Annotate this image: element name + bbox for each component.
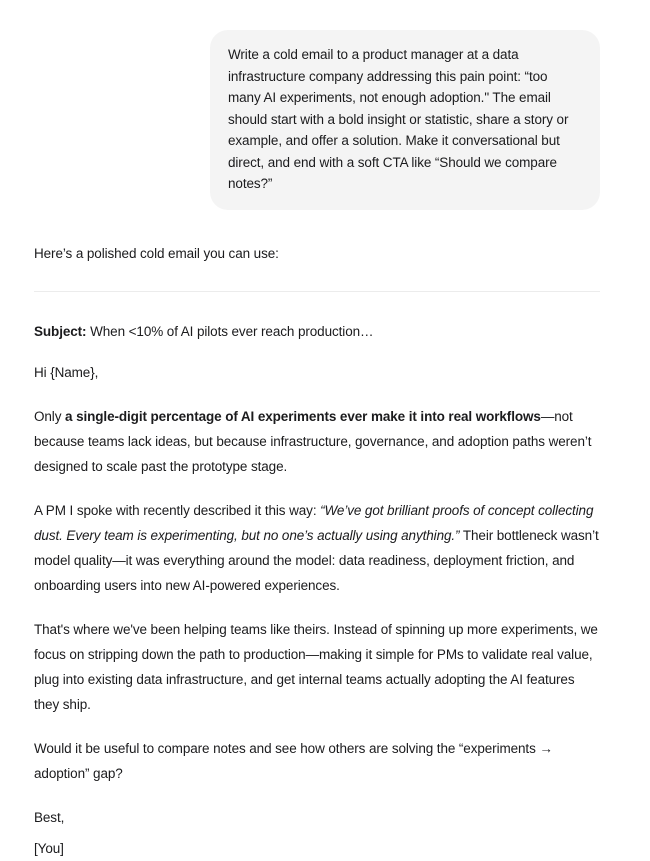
email-signoff: Best, (34, 809, 65, 825)
hook-bold-statistic: a single-digit percentage of AI experiments ever make it into real workflows (65, 408, 541, 424)
email-subject-text: When <10% of AI pilots ever reach production… (86, 323, 374, 339)
email-hook-paragraph (34, 404, 600, 479)
assistant-turn (0, 243, 650, 861)
assistant-intro-line: Here’s a polished cold email you can use: (34, 245, 279, 261)
email-cta-paragraph: Would it be useful to compare notes and see how others are solving the “experiments → adoption” gap? (34, 740, 553, 781)
story-rest-text: Their bottleneck wasn’t model quality—it was everything around the model: data readiness, deployment friction, and onboarding users into new AI-powered experiences. (34, 527, 599, 593)
user-message-bubble[interactable]: Write a cold email to a product manager at a data infrastructure company addressing this pain point: “too many AI experiments, not enough adoption." The email should start with a bold insight or statistic, share a story or example, and offer a solution. Make it conversational but direct, and end with a soft CTA like “Should we compare notes?” (210, 30, 600, 210)
email-subject-line (34, 319, 600, 344)
email-draft (34, 319, 600, 861)
email-story-paragraph (34, 498, 600, 598)
email-solution-paragraph: That's where we've been helping teams like theirs. Instead of spinning up more experiments, we focus on stripping down the path to production—making it simple for PMs to validate real value, plug into existing data infrastructure, and get internal teams actually adopting the AI features they ship. (34, 621, 598, 712)
section-divider (34, 291, 600, 292)
user-turn (0, 0, 650, 210)
email-subject-label: Subject: (34, 323, 87, 339)
email-signature: [You] (34, 840, 64, 856)
story-italic-quote: “We’ve got brilliant proofs of concept collecting dust. Every team is experimenting, but no one’s actually using anything.” (34, 502, 594, 543)
hook-rest-text: —not because teams lack ideas, but because infrastructure, governance, and adoption paths weren’t designed to scale past the prototype stage. (34, 408, 592, 474)
hook-lead-text: Only (34, 408, 66, 424)
story-lead-text: A PM I spoke with recently described it this way: (34, 502, 321, 518)
email-greeting: Hi {Name}, (34, 364, 99, 380)
